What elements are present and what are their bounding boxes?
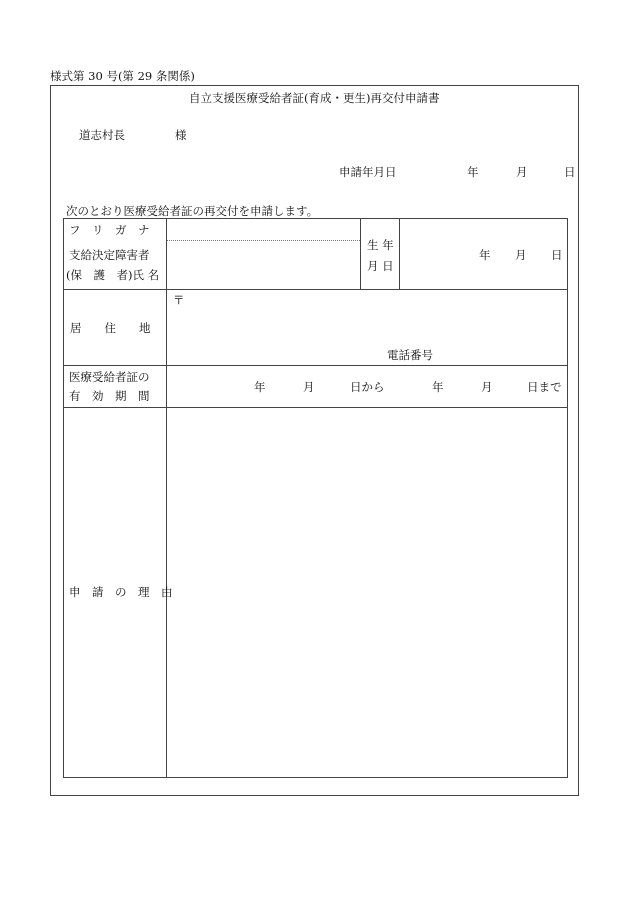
furigana-field[interactable]: [170, 222, 356, 238]
intro-text: 次のとおり医療受給者証の再交付を申請します。: [66, 204, 319, 218]
name-field[interactable]: [170, 244, 356, 284]
validity-to-month[interactable]: 月: [481, 380, 493, 394]
birth-year[interactable]: 年: [479, 248, 491, 262]
reason-field[interactable]: [172, 412, 562, 772]
validity-to-day[interactable]: 日まで: [527, 380, 562, 394]
birth-day[interactable]: 日: [551, 248, 563, 262]
addressee-honorific: 様: [175, 128, 187, 142]
birth-label-line2: 月 日: [367, 259, 394, 273]
furigana-label: フ リ ガ ナ: [69, 223, 150, 237]
name-label-line2: (保 護 者)氏 名: [66, 268, 160, 282]
birth-label-line1: 生 年: [367, 238, 394, 252]
validity-from-month[interactable]: 月: [303, 380, 315, 394]
reason-label: 申 請 の 理 由: [69, 585, 173, 599]
birth-month[interactable]: 月: [515, 248, 527, 262]
validity-from-day[interactable]: 日から: [350, 380, 385, 394]
addressee-name: 道志村長: [79, 128, 125, 142]
residence-label: 居 住 地: [70, 321, 151, 335]
postal-mark: 〒: [173, 293, 185, 307]
form-title: 自立支援医療受給者証(育成・更生)再交付申請書: [189, 91, 440, 105]
phone-label: 電話番号: [387, 348, 433, 362]
validity-to-year[interactable]: 年: [432, 380, 444, 394]
validity-label-line1: 医療受給者証の: [69, 370, 150, 384]
residence-field[interactable]: [190, 292, 560, 342]
application-date-month[interactable]: 月: [516, 165, 528, 179]
name-label-line1: 支給決定障害者: [69, 248, 150, 262]
validity-label-line2: 有 効 期 間: [69, 389, 150, 403]
application-date-year[interactable]: 年: [467, 165, 479, 179]
application-date-label: 申請年月日: [339, 165, 397, 179]
validity-from-year[interactable]: 年: [254, 380, 266, 394]
form-number: 様式第 30 号(第 29 条関係): [50, 69, 195, 83]
application-date-day[interactable]: 日: [564, 165, 576, 179]
